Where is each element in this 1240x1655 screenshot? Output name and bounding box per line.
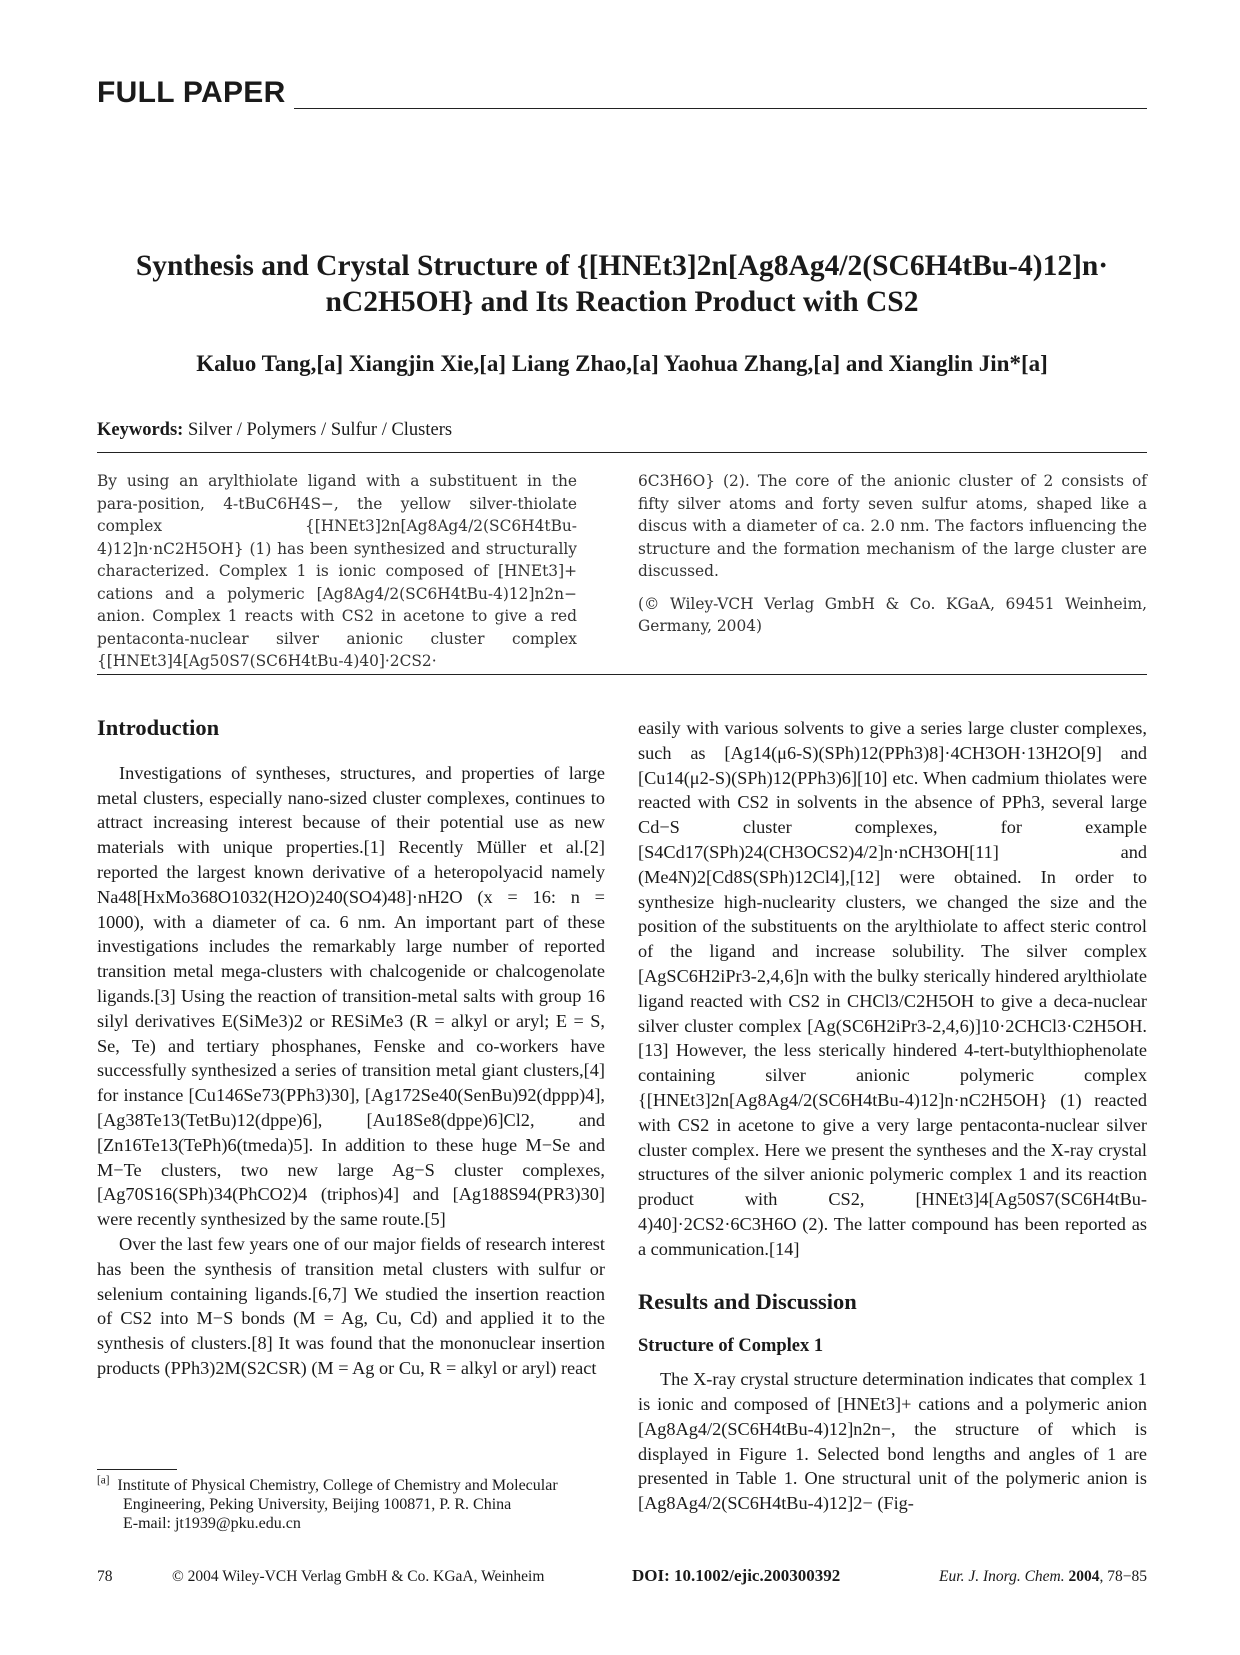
keywords-value: Silver / Polymers / Sulfur / Clusters (187, 420, 453, 440)
affiliation-text: Institute of Physical Chemistry, College of Chemistry and Molecular Engineering, Peking University, Beijing 100871, P. R. China (117, 1477, 558, 1513)
section-header (97, 76, 1147, 116)
footnote-email: E-mail: jt1939@pku.edu.cn (123, 1515, 301, 1532)
abstract-top-rule (97, 452, 1147, 453)
intro-paragraph-2: Over the last few years one of our major fields of research interest has been the synthesis of transition metal clusters with sulfur or selenium containing ligands.[6,7] We studied the insertion reaction of CS2 into M−S bonds (M = Ag, Cu, Cd) and applied it to the synthesis of clusters.[8] It was found that the mononuclear insertion products (PPh3)2M(S2CSR) (M = Ag or Cu, R = alkyl or aryl) react (97, 1233, 605, 1378)
introduction-heading: Introduction (97, 715, 220, 740)
abstract-copyright: (© Wiley-VCH Verlag GmbH & Co. KGaA, 69451 Weinheim, Germany, 2004) (638, 594, 1147, 635)
footer-doi: DOI: 10.1002/ejic.200300392 (632, 1566, 841, 1585)
header-label: FULL PAPER (97, 76, 294, 110)
intro-paragraph-1: Investigations of syntheses, structures, and properties of large metal clusters, especially nano-sized cluster complexes, continues to attract increasing interest because of their potential use as new materials with unique properties.[1] Recently Müller et al.[2] reported the largest known derivative of a heteropolyacid namely Na48[HxMo368O1032(H2O)240(SO4)48]·nH2O (x = 16: n = 1000), with a diameter of ca. 6 nm. An important part of these investigations includes the remarkably large number of reported transition metal mega-clusters with chalcogenide or chalcogenolate ligands.[3] Using the reaction of transition-metal salts with group 16 silyl derivatives E(SiMe3)2 or RESiMe3 (R = alkyl or aryl; E = S, Se, Te) and tertiary phosphanes, Fenske and co-workers have successfully synthesized a series of transition metal giant clusters,[4] for instance [Cu146Se73(PPh3)30], [Ag172Se40(SenBu)92(dppp)4], [Ag38Te13(TetBu)12(dppe)6], [Au18Se8(dppe)6]Cl2, and [Zn16Te13(TePh)6(tmeda)5]. In addition to these huge M−Se and M−Te clusters, two new large Ag−S cluster complexes, [Ag70S16(SPh)34(PhCO2)4 (triphos)4] and [Ag188S94(PR3)30] were recently synthesized by the same route.[5] (97, 762, 605, 1230)
title-line-1: Synthesis and Crystal Structure of {[HNEt3]2n[Ag8Ag4/2(SC6H4tBu-4)12]n· (135, 250, 1109, 282)
title-line-2: nC2H5OH} and Its Reaction Product with CS2 (325, 286, 919, 318)
footer-citation (922, 1568, 1147, 1586)
abstract-left-column (97, 470, 577, 673)
footnote-text (97, 1476, 605, 1514)
footnote-rule (97, 1469, 177, 1470)
results-paragraph-1: The X-ray crystal structure determination indicates that complex 1 is ionic and composed of [HNEt3]+ cations and a polymeric anion [Ag8Ag4/2(SC6H4tBu-4)12]n2n−, the structure of which is displayed in Figure 1. Selected bond lengths and angles of 1 are presented in Table 1. One structural unit of the polymeric anion is [Ag8Ag4/2(SC6H4tBu-4)12]2− (Fig- (638, 1369, 1147, 1514)
footer-journal: Eur. J. Inorg. Chem. (939, 1568, 1065, 1585)
abstract-text-left: By using an arylthiolate ligand with a substituent in the para-position, 4-tBuC6H4S−, the yellow silver-thiolate complex {[HNEt3]2n[Ag8Ag4/2(SC6H4tBu-4)12]n·nC2H5OH} (1) has been synthesized and structurally characterized. Complex 1 is ionic composed of [HNEt3]+ cations and a polymeric [Ag8Ag4/2(SC6H4tBu-4)12]n2n− anion. Complex 1 reacts with CS2 in acetone to give a red pentaconta-nuclear silver anionic cluster complex {[HNEt3]4[Ag50S7(SC6H4tBu-4)40]·2CS2· (97, 472, 577, 670)
body-left-column (97, 716, 605, 1381)
intro-paragraph-3: easily with various solvents to give a series large cluster complexes, such as [Ag14(μ6-S)(SPh)12(PPh3)8]·4CH3OH·13H2O[9] and [Cu14(μ2-S)(SPh)12(PPh3)6][10] etc. When cadmium thiolates were reacted with CS2 in solvents in the absence of PPh3, several large Cd−S cluster complexes, for example [S4Cd17(SPh)24(CH3OCS2)4/2]n·nCH3OH[11] and (Me4N)2[Cd8S(SPh)12Cl4],[12] were obtained. In order to synthesize high-nuclearity clusters, we changed the size and the position of the substituents on the arylthiolate to affect steric control of the ligand and increase solubility. The silver complex [AgSC6H2iPr3-2,4,6]n with the bulky sterically hindered arylthiolate ligand reacted with CS2 in CHCl3/C2H5OH to give a deca-nuclear silver cluster complex [Ag(SC6H2iPr3-2,4,6)]10·2CHCl3·C2H5OH.[13] However, the less sterically hindered 4-tert-butylthiophenolate containing silver anionic polymeric complex {[HNEt3]2n[Ag8Ag4/2(SC6H4tBu-4)12]n·nC2H5OH} (1) reacted with CS2 in acetone to give a very large pentaconta-nuclear silver cluster complex. Here we present the syntheses and the X-ray crystal structures of the silver anionic polymeric complex 1 and its reaction product with CS2, [HNEt3]4[Ag50S7(SC6H4tBu-4)40]·2CS2·6C3H6O (2). The latter compound has been reported as a communication.[14] (638, 718, 1147, 1259)
abstract-text-right: 6C3H6O} (2). The core of the anionic cluster of 2 consists of fifty silver atoms and forty seven sulfur atoms, shaped like a discus with a diameter of ca. 2.0 nm. The factors influencing the structure and the formation mechanism of the large cluster are discussed. (638, 472, 1147, 580)
footer-pages: , 78−85 (1099, 1568, 1147, 1585)
results-heading: Results and Discussion (638, 1288, 857, 1314)
keywords (97, 420, 1147, 441)
structure-heading: Structure of Complex 1 (638, 1336, 824, 1357)
footer-year: 2004 (1068, 1568, 1100, 1585)
page-number: 78 (97, 1568, 113, 1585)
affiliation-footnote (97, 1469, 605, 1533)
abstract-right-column (638, 470, 1147, 638)
footer-publisher: © 2004 Wiley-VCH Verlag GmbH & Co. KGaA, Weinheim (172, 1568, 545, 1585)
author-list: Kaluo Tang,[a] Xiangjin Xie,[a] Liang Zhao,[a] Yaohua Zhang,[a] and Xianglin Jin*[a] (196, 351, 1048, 376)
keywords-label: Keywords: (97, 420, 184, 440)
body-right-column (638, 716, 1147, 1516)
footnote-marker: [a] (97, 1474, 110, 1487)
paper-title (97, 248, 1147, 320)
abstract-bottom-rule (97, 674, 1147, 675)
